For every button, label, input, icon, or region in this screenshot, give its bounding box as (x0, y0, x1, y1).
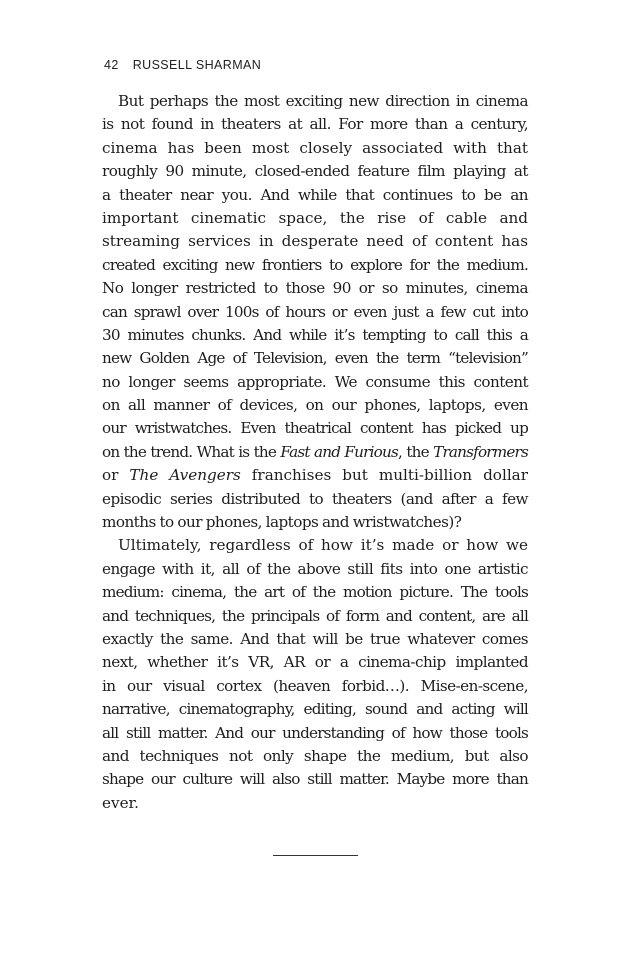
text-fragment: franchises but multi-billion dollar (240, 466, 528, 485)
running-head (104, 58, 261, 72)
text-line: 30 minutes chunks. And while it’s tempting to call this a (102, 325, 528, 344)
text-line: medium: cinema, the art of the motion picture. The tools (102, 583, 528, 602)
film-title-fast-and-furious: Fast and Furious (280, 442, 398, 461)
text-line: and techniques, the principals of form and content, are all (102, 606, 528, 625)
text-line: episodic series distributed to theaters (and after a few (102, 489, 528, 508)
text-line: important cinematic space, the rise of cable and (102, 208, 528, 227)
text-line: in our visual cortex (heaven forbid…). Mise-en-scene, (102, 676, 528, 695)
text-line: ever. (102, 793, 139, 812)
text-line: our wristwatches. Even theatrical content has picked up (102, 419, 528, 438)
text-line (102, 464, 528, 487)
film-title-the-avengers: The Avengers (129, 466, 241, 485)
author-name: RUSSELL SHARMAN (132, 58, 262, 72)
text-fragment: or (102, 466, 130, 485)
text-line (102, 441, 528, 464)
text-line: streaming services in desperate need of content has (102, 232, 528, 251)
text-line: a theater near you. And while that continues to be an (102, 185, 528, 204)
text-line: But perhaps the most exciting new direction in cinema (118, 92, 528, 110)
paragraph-1 (102, 90, 528, 534)
page-number: 42 (104, 58, 119, 72)
text-line: cinema has been most closely associated with that (102, 138, 528, 157)
film-title-transformers: Transformers (433, 442, 528, 461)
text-line: is not found in theaters at all. For more than a century, (102, 115, 528, 134)
paragraph-2 (102, 534, 528, 815)
text-line: engage with it, all of the above still fits into one artistic (102, 559, 528, 578)
text-line: all still matter. And our understanding of how those tools (102, 723, 528, 742)
text-fragment: on the trend. What is the (102, 442, 281, 461)
text-line: no longer seems appropriate. We consume this content (102, 372, 528, 391)
text-line: new Golden Age of Television, even the term “television” (102, 349, 528, 368)
text-line: No longer restricted to those 90 or so minutes, cinema (102, 279, 528, 298)
text-line: roughly 90 minute, closed-ended feature film playing at (102, 162, 528, 181)
text-line: Ultimately, regardless of how it’s made or how we (118, 536, 528, 555)
text-line: created exciting new frontiers to explore for the medium. (102, 255, 528, 274)
text-line: on all manner of devices, on our phones, laptops, even (102, 396, 528, 415)
section-end-rule (273, 855, 358, 856)
text-line: next, whether it’s VR, AR or a cinema-chip implanted (102, 653, 528, 672)
body-text (102, 90, 528, 815)
text-line: and techniques not only shape the medium, but also (102, 746, 528, 765)
text-line: shape our culture will also still matter. Maybe more than (102, 770, 528, 789)
text-fragment: , the (397, 442, 434, 461)
text-line: months to our phones, laptops and wristwatches)? (102, 513, 462, 532)
text-line: exactly the same. And that will be true whatever comes (102, 629, 528, 648)
text-line: narrative, cinematography, editing, sound and acting will (102, 700, 528, 719)
text-line: can sprawl over 100s of hours or even just a few cut into (102, 302, 528, 321)
